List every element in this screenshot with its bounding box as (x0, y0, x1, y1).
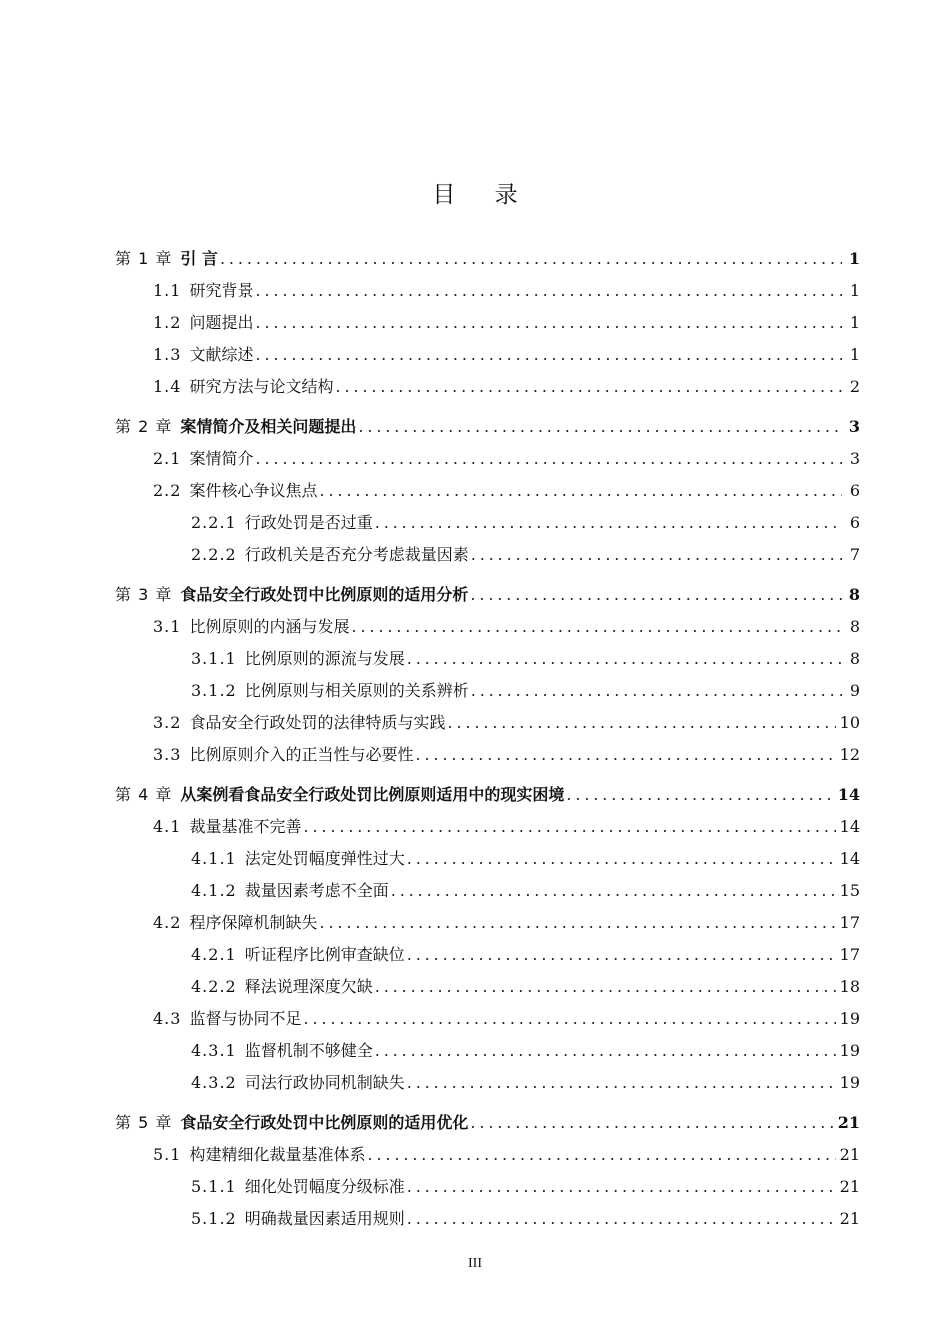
toc-leader-dots (391, 881, 836, 900)
toc-entry-title: 案情简介及相关问题提出 (180, 417, 357, 436)
toc-leader-dots (303, 817, 835, 836)
toc-entry-page: 18 (839, 977, 860, 996)
toc-entry-page: 15 (839, 881, 860, 900)
toc-entry-number: 1.1 (153, 281, 182, 300)
toc-leader-dots (471, 681, 842, 700)
toc-entry-title: 细化处罚幅度分级标准 (244, 1177, 405, 1196)
toc-entry[interactable] (115, 582, 860, 614)
page-title: 目 录 (432, 182, 534, 208)
toc-entry-title: 裁量因素考虑不全面 (244, 881, 389, 900)
toc-entry-number: 4.2.1 (191, 945, 237, 964)
toc-entry-number: 3.3 (153, 745, 182, 764)
toc-entry-number: 5.1 (153, 1145, 182, 1164)
toc-leader-dots (407, 1209, 836, 1228)
toc-entry[interactable] (115, 414, 860, 446)
toc-leader-dots (375, 977, 836, 996)
toc-leader-dots (319, 913, 835, 932)
toc-leader-dots (319, 481, 842, 500)
toc-entry-number: 2.2 (153, 481, 182, 500)
toc-entry[interactable] (115, 1174, 860, 1206)
toc-entry-number: 4.2 (153, 913, 182, 932)
toc-entry-page: 1 (849, 313, 860, 332)
toc-entry-title: 程序保障机制缺失 (189, 913, 318, 932)
toc-entry-title: 监督与协同不足 (189, 1009, 302, 1028)
toc-leader-dots (255, 281, 842, 300)
toc-entry[interactable] (115, 974, 860, 1006)
toc-entry-number: 4.1 (153, 817, 182, 836)
toc-entry-page: 1 (849, 281, 860, 300)
toc-entry[interactable] (115, 542, 860, 574)
toc-entry-title: 释法说理深度欠缺 (244, 977, 373, 996)
toc-entry-number: 4.1.2 (191, 881, 237, 900)
toc-leader-dots (470, 1113, 833, 1132)
toc-entry-page: 12 (839, 745, 860, 764)
toc-leader-dots (470, 585, 842, 604)
toc-leader-dots (447, 713, 835, 732)
toc-entry[interactable] (115, 614, 860, 646)
toc-entry-number: 4.3.2 (191, 1073, 237, 1092)
toc-entry-page: 19 (839, 1073, 860, 1092)
toc-entry-page: 8 (849, 617, 860, 636)
toc-entry-number: 第 4 章 (115, 785, 173, 804)
toc-entry-page: 1 (848, 249, 860, 268)
toc-leader-dots (407, 1073, 836, 1092)
toc-leader-dots (375, 513, 842, 532)
toc-entry[interactable] (115, 374, 860, 406)
toc-entry-title: 问题提出 (189, 313, 254, 332)
toc-entry[interactable] (115, 678, 860, 710)
toc-entry[interactable] (115, 310, 860, 342)
toc-entry-title: 明确裁量因素适用规则 (244, 1209, 405, 1228)
toc-entry-number: 第 2 章 (115, 417, 173, 436)
toc-entry[interactable] (115, 446, 860, 478)
toc-entry-number: 2.1 (153, 449, 182, 468)
toc-entry-page: 8 (849, 649, 860, 668)
toc-entry[interactable] (115, 942, 860, 974)
toc-entry-title: 监督机制不够健全 (244, 1041, 373, 1060)
toc-entry-title: 行政处罚是否过重 (244, 513, 373, 532)
toc-entry[interactable] (115, 742, 860, 774)
toc-entry-page: 3 (849, 449, 860, 468)
toc-entry-page: 21 (839, 1209, 860, 1228)
toc-leader-dots (407, 945, 836, 964)
toc-entry-page: 6 (849, 513, 860, 532)
toc-leader-dots (255, 313, 842, 332)
toc-entry-page: 8 (848, 585, 860, 604)
toc-entry-number: 4.3.1 (191, 1041, 237, 1060)
toc-entry-title: 从案例看食品安全行政处罚比例原则适用中的现实困境 (180, 785, 565, 804)
toc-leader-dots (415, 745, 835, 764)
toc-entry-number: 1.4 (153, 377, 182, 396)
toc-entry-page: 17 (839, 913, 860, 932)
toc-entry[interactable] (115, 1206, 860, 1238)
toc-entry-title: 司法行政协同机制缺失 (244, 1073, 405, 1092)
toc-entry-title: 比例原则的内涵与发展 (189, 617, 350, 636)
toc-entry-page: 9 (849, 681, 860, 700)
toc-entry-title: 比例原则介入的正当性与必要性 (189, 745, 414, 764)
toc-entry-title: 案件核心争议焦点 (189, 481, 318, 500)
toc-entry-page: 21 (839, 1177, 860, 1196)
toc-entry[interactable] (115, 782, 860, 814)
toc-entry-number: 4.3 (153, 1009, 182, 1028)
toc-entry-page: 19 (839, 1009, 860, 1028)
toc-entry[interactable] (115, 246, 860, 278)
toc-entry-page: 10 (839, 713, 860, 732)
toc-entry-page: 14 (837, 785, 860, 804)
toc-entry-page: 6 (849, 481, 860, 500)
toc-entry[interactable] (115, 478, 860, 510)
toc-entry[interactable] (115, 1110, 860, 1142)
toc-entry[interactable] (115, 1142, 860, 1174)
toc-leader-dots (375, 1041, 836, 1060)
toc-entry-number: 1.3 (153, 345, 182, 364)
toc-leader-dots (220, 249, 842, 268)
toc-entry-title: 比例原则与相关原则的关系辨析 (244, 681, 469, 700)
toc-entry-number: 3.1 (153, 617, 182, 636)
toc-entry-number: 4.1.1 (191, 849, 237, 868)
toc-entry-number: 3.2 (153, 713, 182, 732)
toc-entry-number: 5.1.2 (191, 1209, 237, 1228)
toc-entry[interactable] (115, 1070, 860, 1102)
toc-entry-title: 比例原则的源流与发展 (244, 649, 405, 668)
toc-entry-title: 裁量基准不完善 (189, 817, 302, 836)
toc-entry-page: 17 (839, 945, 860, 964)
toc-entry-title: 听证程序比例审查缺位 (244, 945, 405, 964)
table-of-contents (115, 246, 860, 1238)
toc-entry-page: 14 (839, 849, 860, 868)
toc-entry-title: 食品安全行政处罚中比例原则的适用分析 (180, 585, 469, 604)
toc-entry[interactable] (115, 510, 860, 542)
toc-entry-page: 3 (848, 417, 860, 436)
toc-entry-title: 研究背景 (189, 281, 254, 300)
toc-entry[interactable] (115, 278, 860, 310)
toc-entry-number: 第 3 章 (115, 585, 173, 604)
toc-entry-title: 构建精细化裁量基准体系 (189, 1145, 366, 1164)
toc-entry-title: 引 言 (180, 249, 218, 268)
toc-entry[interactable] (115, 846, 860, 878)
toc-entry-title: 食品安全行政处罚中比例原则的适用优化 (180, 1113, 469, 1132)
toc-entry-number: 2.2.2 (191, 545, 237, 564)
toc-entry-title: 法定处罚幅度弹性过大 (244, 849, 405, 868)
toc-leader-dots (407, 649, 842, 668)
toc-leader-dots (255, 449, 842, 468)
toc-entry[interactable] (115, 646, 860, 678)
toc-leader-dots (367, 1145, 835, 1164)
toc-entry[interactable] (115, 710, 860, 742)
toc-leader-dots (358, 417, 842, 436)
toc-entry-page: 19 (839, 1041, 860, 1060)
toc-entry[interactable] (115, 1006, 860, 1038)
toc-entry-number: 5.1.1 (191, 1177, 237, 1196)
toc-entry-number: 第 1 章 (115, 249, 173, 268)
toc-entry[interactable] (115, 814, 860, 846)
toc-entry-number: 4.2.2 (191, 977, 237, 996)
toc-entry-page: 21 (837, 1113, 860, 1132)
toc-entry-page: 7 (849, 545, 860, 564)
toc-entry-title: 研究方法与论文结构 (189, 377, 334, 396)
toc-leader-dots (303, 1009, 835, 1028)
toc-entry-page: 2 (849, 377, 860, 396)
toc-leader-dots (566, 785, 833, 804)
toc-leader-dots (351, 617, 842, 636)
toc-entry[interactable] (115, 910, 860, 942)
toc-leader-dots (471, 545, 842, 564)
toc-entry-title: 案情简介 (189, 449, 254, 468)
toc-entry-number: 3.1.2 (191, 681, 237, 700)
toc-entry-page: 1 (849, 345, 860, 364)
toc-entry-title: 行政机关是否充分考虑裁量因素 (244, 545, 469, 564)
toc-entry-page: 21 (839, 1145, 860, 1164)
toc-entry[interactable] (115, 878, 860, 910)
toc-leader-dots (335, 377, 842, 396)
toc-leader-dots (255, 345, 842, 364)
toc-entry[interactable] (115, 1038, 860, 1070)
toc-leader-dots (407, 849, 836, 868)
toc-entry-title: 文献综述 (189, 345, 254, 364)
toc-entry-title: 食品安全行政处罚的法律特质与实践 (189, 713, 446, 732)
toc-entry-page: 14 (839, 817, 860, 836)
page-number-footer: III (468, 1256, 482, 1271)
toc-entry-number: 1.2 (153, 313, 182, 332)
toc-entry-number: 2.2.1 (191, 513, 237, 532)
toc-entry-number: 第 5 章 (115, 1113, 173, 1132)
toc-leader-dots (407, 1177, 836, 1196)
toc-entry[interactable] (115, 342, 860, 374)
toc-entry-number: 3.1.1 (191, 649, 237, 668)
